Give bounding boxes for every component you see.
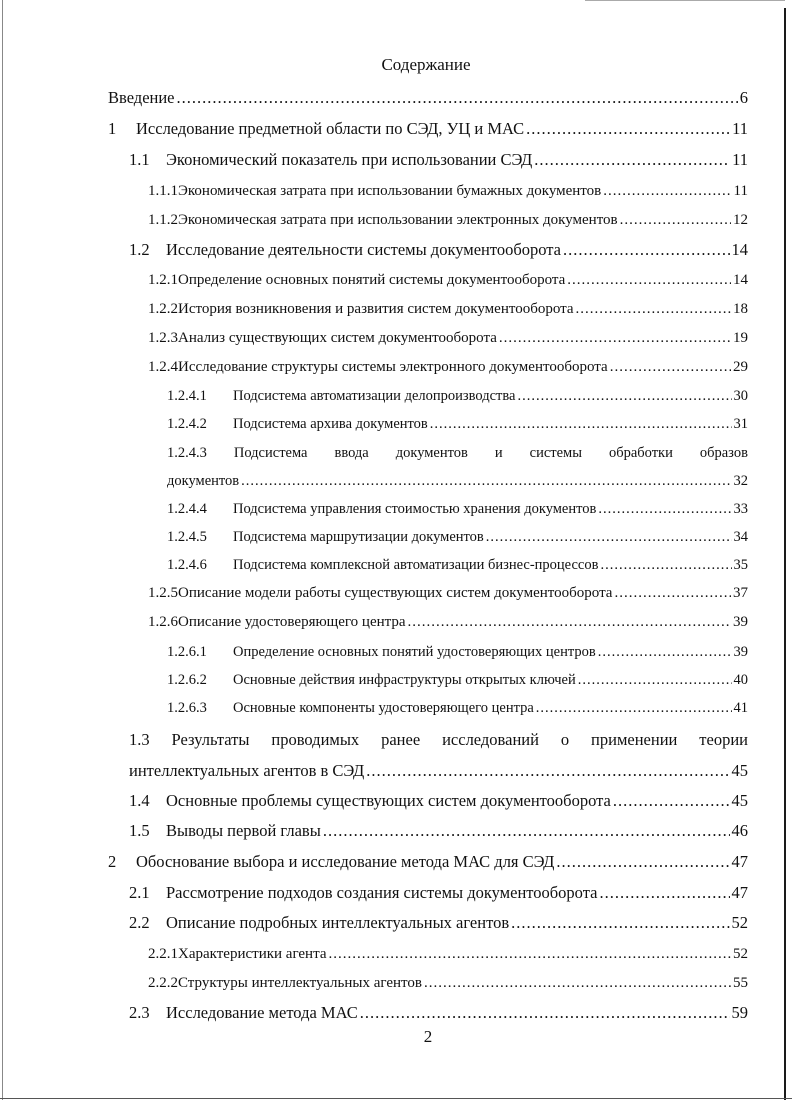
toc-entry-page: 11 — [732, 150, 748, 169]
toc-entry[interactable] — [148, 611, 748, 633]
toc-entry-justified-line[interactable] — [167, 442, 748, 464]
toc-entry-justified-line[interactable] — [129, 729, 748, 751]
toc-entry-word: Результаты — [171, 730, 250, 749]
toc-leader — [567, 269, 731, 291]
toc-leader — [536, 697, 732, 719]
toc-leader — [603, 180, 731, 202]
toc-entry-word: исследований — [442, 730, 539, 749]
toc-entry[interactable] — [129, 760, 748, 782]
toc-entry-number: 1.2.4.3 — [167, 445, 207, 461]
toc-entry-number: 1.2.6.2 — [167, 672, 207, 688]
toc-entry-number: 1.2.4.1 — [167, 388, 207, 404]
toc-entry-page: 55 — [733, 975, 748, 991]
toc-entry[interactable] — [167, 697, 748, 719]
toc-entry-text: История возникновения и развития систем документооборота — [178, 301, 574, 317]
toc-leader — [241, 470, 731, 492]
toc-entry-text: Описание подробных интеллектуальных агентов — [166, 913, 510, 932]
toc-leader — [613, 790, 730, 812]
toc-entry-text: Подсистема маршрутизации документов — [233, 529, 484, 545]
toc-entry[interactable] — [167, 413, 748, 435]
toc-entry-number: 2.3 — [129, 1003, 150, 1022]
toc-entry-text: Описание удостоверяющего центра — [178, 614, 406, 630]
toc-entry-number: 1 — [108, 119, 117, 138]
toc-leader — [599, 882, 729, 904]
toc-entry-page: 31 — [733, 416, 748, 432]
toc-entry-number: 1.2.1 — [148, 272, 178, 288]
toc-entry-text: Структуры интеллектуальных агентов — [178, 975, 422, 991]
toc-entry-text: Описание модели работы существующих систем документооборота — [178, 585, 613, 601]
toc-entry-number: 2.2.2 — [148, 975, 178, 991]
toc-entry[interactable] — [129, 820, 748, 842]
toc-entry-page: 14 — [731, 240, 748, 259]
toc-leader — [576, 298, 731, 320]
toc-entry-page: 30 — [733, 388, 748, 404]
toc-entry-text: документов — [167, 473, 240, 489]
toc-leader — [408, 611, 731, 633]
toc-leader — [598, 498, 731, 520]
toc-entry[interactable] — [148, 298, 748, 320]
toc-entry-page: 46 — [731, 821, 748, 840]
toc-entry-text: Определение основных понятий системы документооборота — [178, 272, 566, 288]
toc-entry-text: Подсистема комплексной автоматизации бизнес-процессов — [233, 557, 599, 573]
toc-entry[interactable] — [148, 327, 748, 349]
toc-entry[interactable] — [129, 912, 748, 934]
toc-entry[interactable] — [129, 239, 748, 261]
toc-entry-number: 1.4 — [129, 791, 150, 810]
toc-entry-text: Определение основных понятий удостоверяющих центров — [233, 644, 596, 660]
toc-entry-text: Анализ существующих систем документооборота — [178, 330, 497, 346]
toc-entry-word: ввода — [334, 445, 369, 461]
toc-entry-number: 1.2.4.6 — [167, 557, 207, 573]
toc-entry[interactable] — [167, 498, 748, 520]
toc-entry-number: 1.1.2 — [148, 212, 178, 228]
toc-entry-number: 1.1 — [129, 150, 150, 169]
toc-entry-text: Рассмотрение подходов создания системы документооборота — [166, 883, 598, 902]
toc-entry-text: Исследование структуры системы электронного документооборота — [178, 359, 608, 375]
toc-leader — [430, 413, 732, 435]
toc-entry-number: 1.2.5 — [148, 585, 178, 601]
toc-entry-word: образов — [699, 445, 748, 461]
toc-entry-text: Введение — [108, 88, 175, 107]
toc-leader — [526, 118, 730, 140]
toc-entry-page: 45 — [731, 791, 748, 810]
toc-leader — [360, 1002, 730, 1024]
toc-entry-number: 2 — [108, 852, 117, 871]
toc-entry[interactable] — [167, 554, 748, 576]
toc-entry-page: 39 — [733, 644, 748, 660]
toc-leader — [610, 356, 731, 378]
toc-entry[interactable] — [148, 943, 748, 965]
toc-entry-page: 29 — [733, 359, 748, 375]
toc-entry-text: Обоснование выбора и исследование метода МАС для СЭД — [136, 852, 555, 871]
toc-entry[interactable] — [148, 356, 748, 378]
toc-entry-number: 1.5 — [129, 821, 150, 840]
toc-entry-word: документов — [395, 445, 468, 461]
toc-entry-page: 52 — [733, 946, 748, 962]
toc-entry-word: применении — [591, 730, 678, 749]
toc-entry-page: 37 — [733, 585, 748, 601]
page-number: 2 — [423, 1027, 433, 1046]
toc-entry-number: 1.2.3 — [148, 330, 178, 346]
toc-entry-number: 1.2.4.5 — [167, 529, 207, 545]
toc-entry[interactable] — [108, 851, 748, 873]
toc-entry-number: 1.2 — [129, 240, 150, 259]
toc-entry-page: 33 — [733, 501, 748, 517]
toc-entry[interactable] — [129, 790, 748, 812]
toc-leader — [563, 239, 729, 261]
toc-entry[interactable] — [148, 269, 748, 291]
toc-leader — [620, 209, 731, 231]
toc-entry-page: 19 — [733, 330, 748, 346]
toc-entry-page: 35 — [733, 557, 748, 573]
toc-entry-page: 47 — [731, 883, 748, 902]
toc-entry-text: Выводы первой главы — [166, 821, 321, 840]
toc-entry-page: 12 — [733, 212, 748, 228]
toc-entry-number: 2.2 — [129, 913, 150, 932]
toc-entry-text: Экономическая затрата при использовании электронных документов — [178, 212, 618, 228]
toc-entry-text: Подсистема автоматизации делопроизводства — [233, 388, 516, 404]
toc-leader — [600, 554, 731, 576]
toc-leader — [499, 327, 731, 349]
toc-leader — [517, 385, 731, 407]
toc-entry[interactable] — [148, 209, 748, 231]
toc-entry-page: 14 — [733, 272, 748, 288]
toc-entry-page: 11 — [732, 119, 748, 138]
toc-entry[interactable] — [129, 882, 748, 904]
toc-entry-number: 1.2.2 — [148, 301, 178, 317]
toc-entry-text: Исследование метода МАС — [166, 1003, 358, 1022]
toc-entry-page: 6 — [739, 88, 748, 107]
toc-entry[interactable] — [108, 87, 748, 109]
toc-entry[interactable] — [108, 118, 748, 140]
toc-entry-word: и — [494, 445, 503, 461]
toc-leader — [486, 526, 732, 548]
toc-entry-number: 1.1.1 — [148, 183, 178, 199]
toc-leader — [366, 760, 729, 782]
toc-leader — [614, 582, 731, 604]
scan-edge-left — [2, 0, 3, 1100]
toc-entry[interactable] — [167, 470, 748, 492]
toc-entry-text: Исследование предметной области по СЭД, УЦ и МАС — [136, 119, 525, 138]
toc-entry-word: проводимых — [271, 730, 360, 749]
toc-entry-text: Основные проблемы существующих систем документооборота — [166, 791, 611, 810]
toc-entry[interactable] — [167, 669, 748, 691]
toc-leader — [556, 851, 729, 873]
toc-entry-text: Исследование деятельности системы документооборота — [166, 240, 562, 259]
toc-entry-word: системы — [529, 445, 582, 461]
toc-entry-word: теории — [699, 730, 748, 749]
toc-leader — [534, 149, 730, 171]
scan-edge-right — [784, 8, 786, 1100]
toc-entry-number: 1.2.4.2 — [167, 416, 207, 432]
toc-leader — [177, 87, 738, 109]
toc-entry-page: 59 — [731, 1003, 748, 1022]
toc-entry-word: Подсистема — [233, 445, 308, 461]
page-title: Содержание — [381, 55, 471, 74]
toc-entry[interactable] — [129, 1002, 748, 1024]
toc-entry-number: 1.2.4.4 — [167, 501, 207, 517]
toc-entry[interactable] — [167, 385, 748, 407]
toc-entry-text: Подсистема архива документов — [233, 416, 428, 432]
toc-entry-text: Подсистема управления стоимостью хранения документов — [233, 501, 597, 517]
toc-entry-page: 47 — [731, 852, 748, 871]
toc-entry-number: 1.2.6.3 — [167, 700, 207, 716]
toc-entry-number: 1.2.4 — [148, 359, 178, 375]
toc-entry-number: 1.2.6 — [148, 614, 178, 630]
toc-leader — [424, 972, 731, 994]
toc-entry-page: 11 — [733, 183, 748, 199]
toc-entry-page: 39 — [733, 614, 748, 630]
toc-leader — [328, 943, 731, 965]
toc-entry-page: 18 — [733, 301, 748, 317]
toc-entry-number: 1.2.6.1 — [167, 644, 207, 660]
toc-entry[interactable] — [148, 972, 748, 994]
scan-edge-top — [585, 0, 785, 1]
toc-entry-text: интеллектуальных агентов в СЭД — [129, 761, 365, 780]
toc-entry-text: Основные действия инфраструктуры открытых ключей — [233, 672, 576, 688]
toc-entry-page: 32 — [733, 473, 748, 489]
toc-entry-text: Экономическая затрата при использовании бумажных документов — [178, 183, 602, 199]
toc-entry-number: 2.2.1 — [148, 946, 178, 962]
toc-leader — [578, 669, 732, 691]
toc-entry[interactable] — [129, 149, 748, 171]
scan-edge-bottom — [0, 1098, 792, 1099]
toc-leader — [598, 641, 732, 663]
toc-entry-text: Экономический показатель при использовании СЭД — [166, 150, 533, 169]
toc-entry[interactable] — [148, 180, 748, 202]
toc-entry-page: 45 — [731, 761, 748, 780]
toc-entry[interactable] — [167, 526, 748, 548]
toc-entry-text: Основные компоненты удостоверяющего центра — [233, 700, 534, 716]
toc-entry-text: Характеристики агента — [178, 946, 327, 962]
toc-entry-number: 2.1 — [129, 883, 150, 902]
toc-entry-page: 34 — [733, 529, 748, 545]
toc-entry-word: о — [560, 730, 570, 749]
toc-leader — [511, 912, 729, 934]
toc-leader — [323, 820, 730, 842]
toc-entry-word: ранее — [381, 730, 421, 749]
toc-entry[interactable] — [167, 641, 748, 663]
toc-entry-page: 40 — [733, 672, 748, 688]
toc-entry-page: 41 — [733, 700, 748, 716]
toc-entry-word: обработки — [608, 445, 673, 461]
toc-entry-number: 1.3 — [129, 730, 150, 749]
toc-entry[interactable] — [148, 582, 748, 604]
toc-entry-page: 52 — [731, 913, 748, 932]
